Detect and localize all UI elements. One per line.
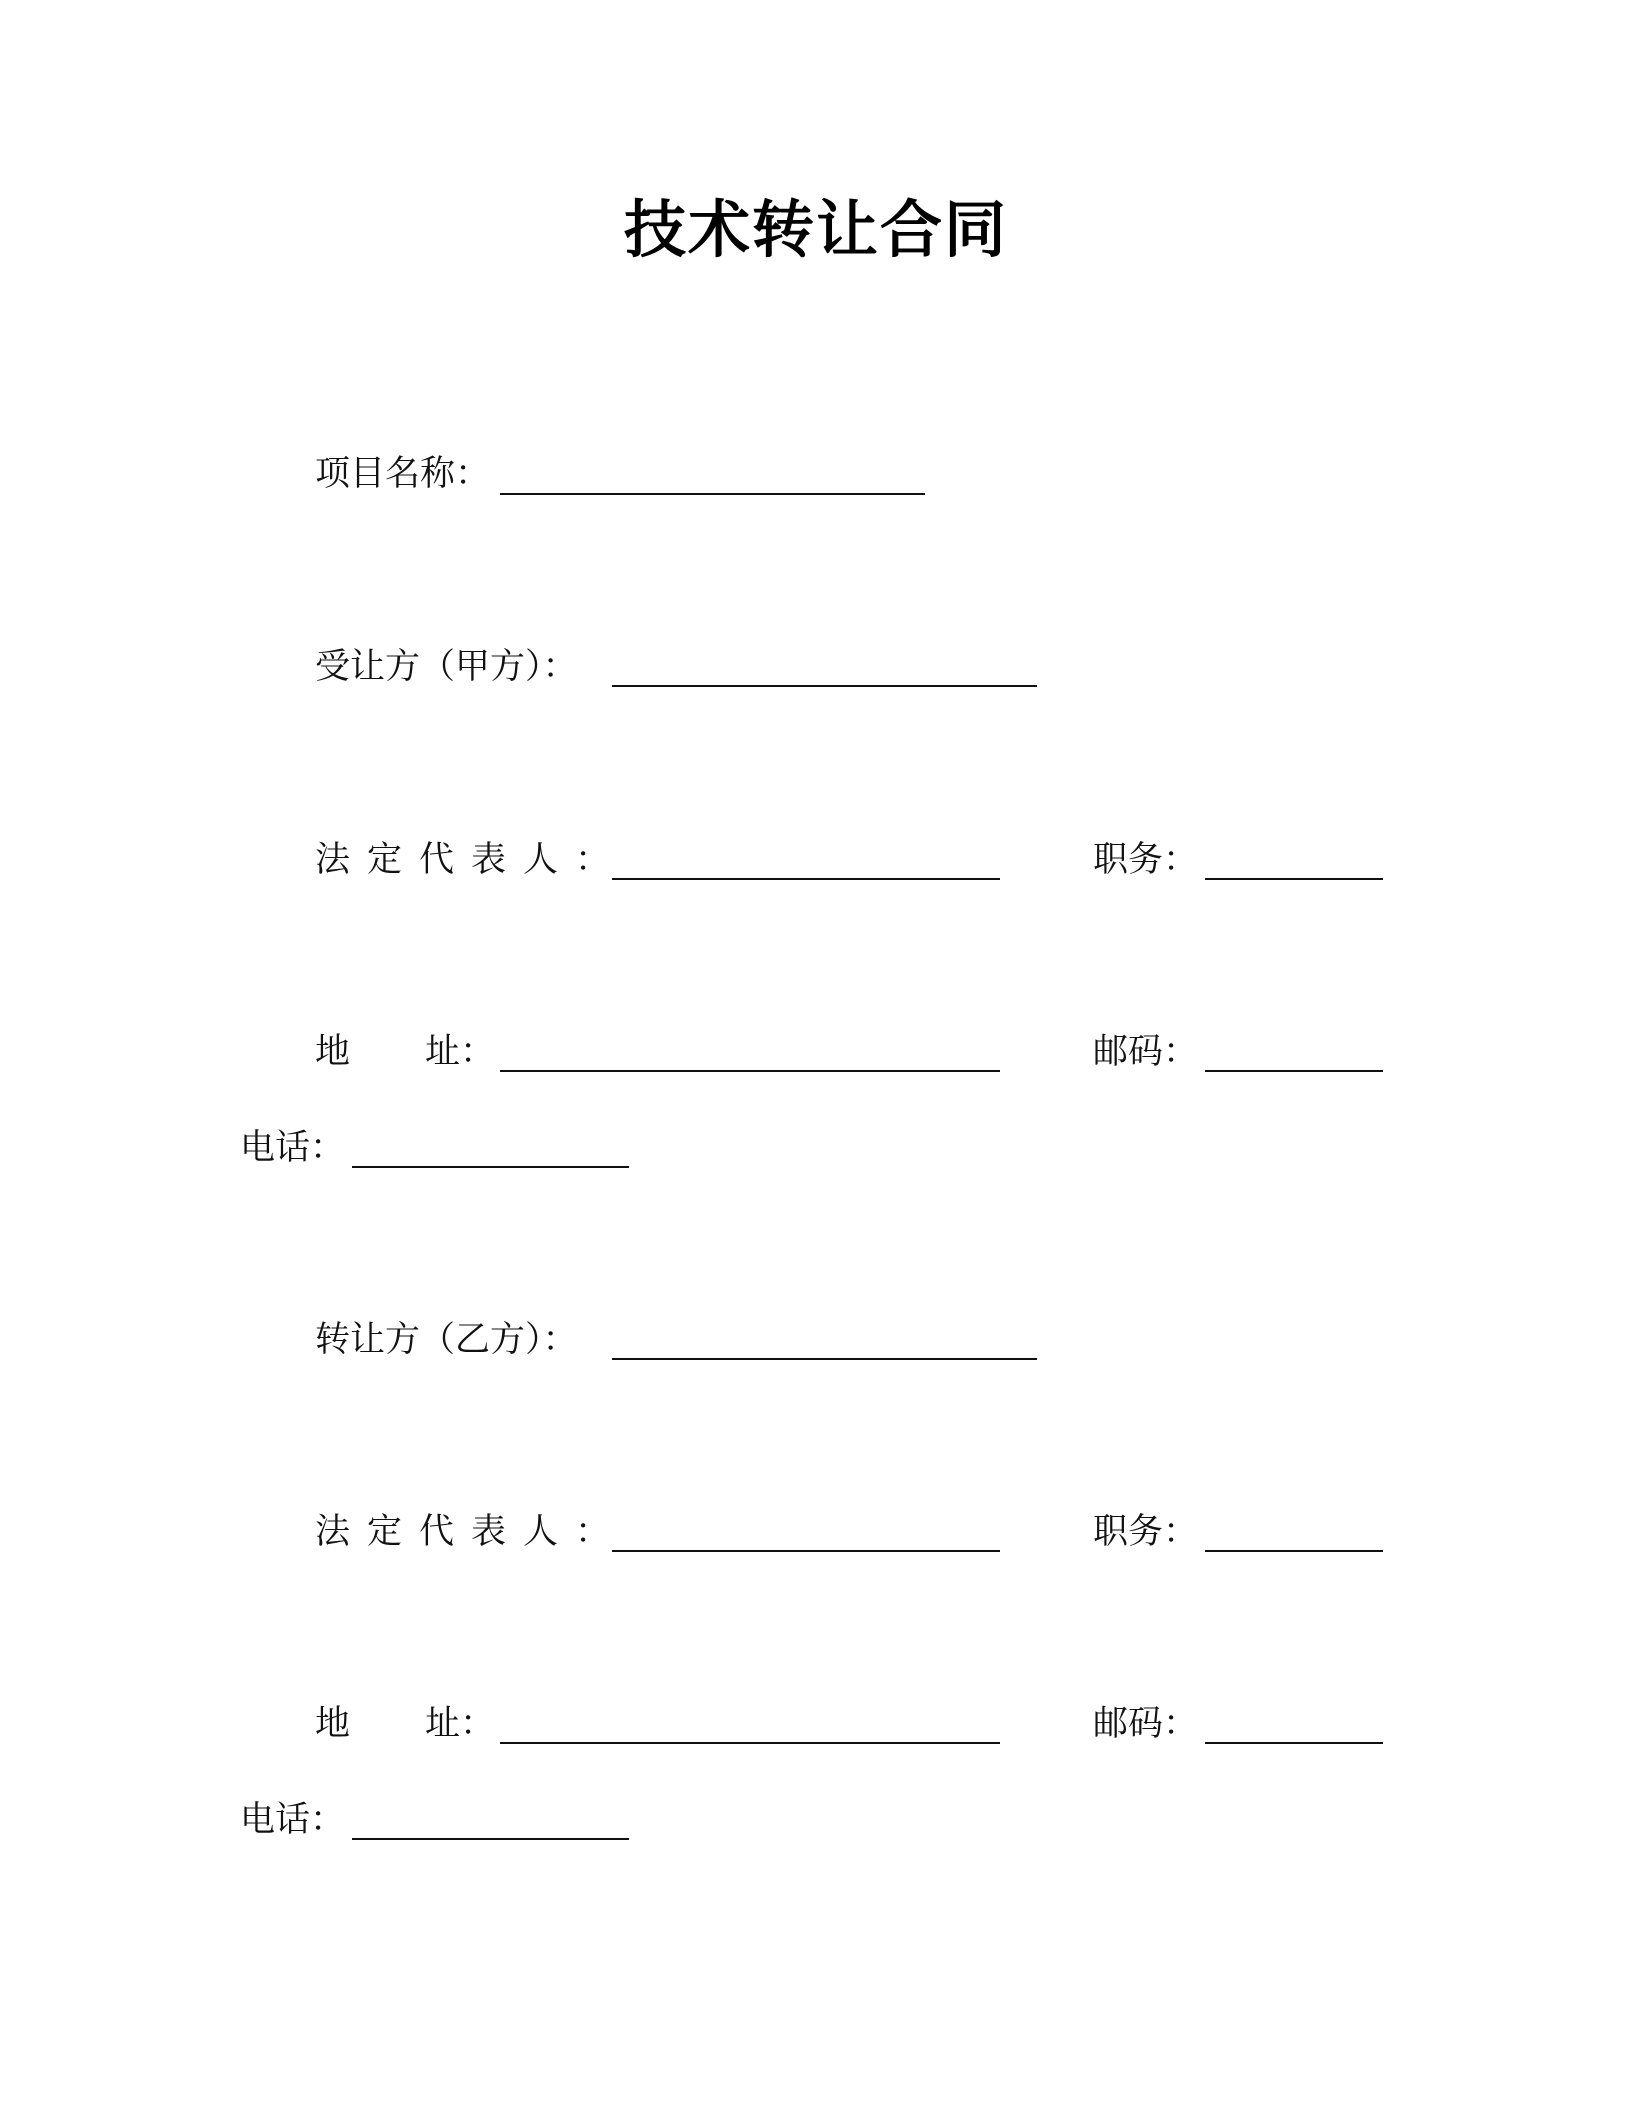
transferor-postcode-label: 邮码：: [1093, 1704, 1199, 1744]
transferee-position-field[interactable]: [1205, 878, 1383, 880]
transferee-postcode-label: 邮码：: [1093, 1032, 1199, 1072]
transferee-position-label: 职务：: [1093, 840, 1199, 880]
transferee-phone-field[interactable]: [352, 1166, 629, 1168]
transferee-party-field[interactable]: [612, 685, 1037, 687]
transferor-legal-rep-field[interactable]: [612, 1550, 1000, 1552]
transferor-legal-rep-label: 法定代表人：: [315, 1512, 628, 1552]
transferor-address-field[interactable]: [500, 1742, 1000, 1744]
project-name-label: 项目名称：: [315, 454, 491, 494]
transferee-address-field[interactable]: [500, 1070, 1000, 1072]
transferor-position-field[interactable]: [1205, 1550, 1383, 1552]
transferee-legal-rep-label: 法定代表人：: [315, 840, 628, 880]
transferor-postcode-field[interactable]: [1205, 1742, 1383, 1744]
transferor-party-field[interactable]: [612, 1358, 1037, 1360]
transferor-position-label: 职务：: [1093, 1512, 1199, 1552]
document-title: 技术转让合同: [623, 193, 1008, 266]
transferee-legal-rep-field[interactable]: [612, 878, 1000, 880]
transferor-phone-field[interactable]: [352, 1838, 629, 1840]
project-name-field[interactable]: [500, 493, 925, 495]
transferee-postcode-field[interactable]: [1205, 1070, 1383, 1072]
transferee-address-label-2: 址：: [425, 1032, 496, 1072]
transferor-address-label-2: 址：: [425, 1704, 496, 1744]
transferor-address-label-1: 地: [315, 1704, 351, 1744]
transferee-party-label: 受让方（甲方）：: [315, 647, 578, 687]
transferor-party-label: 转让方（乙方）：: [315, 1320, 578, 1360]
transferee-address-label-1: 地: [315, 1032, 351, 1072]
transferor-phone-label: 电话：: [240, 1800, 346, 1840]
transferee-phone-label: 电话：: [240, 1128, 346, 1168]
